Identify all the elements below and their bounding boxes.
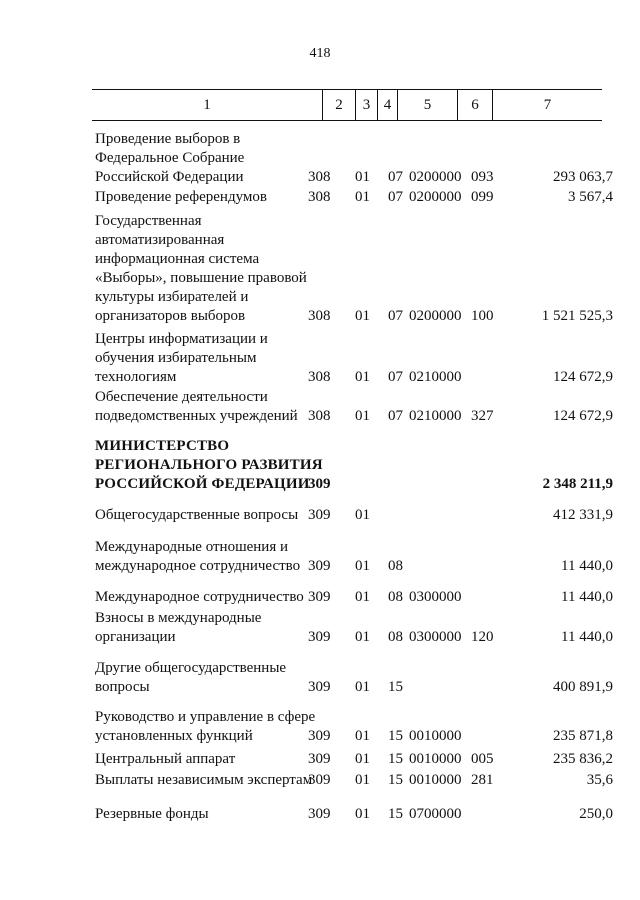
row-c7: 1 521 525,3 bbox=[541, 308, 613, 324]
row-c6: 281 bbox=[471, 772, 494, 788]
row-c3: 01 bbox=[355, 629, 370, 645]
row-name bbox=[95, 750, 320, 769]
row-name-line: Обеспечение деятельности bbox=[95, 389, 268, 405]
row-name-line: организации bbox=[95, 629, 176, 645]
header-col-5: 5 bbox=[397, 90, 457, 120]
row-c7: 3 567,4 bbox=[568, 189, 613, 205]
row-c3: 01 bbox=[355, 308, 370, 324]
row-name bbox=[95, 771, 320, 790]
row-name-line: Руководство и управление в сфере bbox=[95, 709, 316, 725]
row-c2: 308 bbox=[308, 169, 331, 185]
row-c7: 250,0 bbox=[579, 806, 613, 822]
row-name-line: Резервные фонды bbox=[95, 806, 209, 822]
row-name bbox=[95, 188, 320, 207]
row-name-line: Центры информатизации и bbox=[95, 331, 268, 347]
row-c4: 07 bbox=[388, 369, 403, 385]
page-number: 418 bbox=[309, 46, 331, 61]
row-name-line: информационная система bbox=[95, 251, 260, 267]
row-c2: 309 bbox=[308, 558, 331, 574]
row-c5: 0200000 bbox=[409, 169, 462, 185]
row-c4: 07 bbox=[388, 408, 403, 424]
row-c2: 308 bbox=[308, 408, 331, 424]
row-c7: 412 331,9 bbox=[553, 507, 613, 523]
row-c7: 2 348 211,9 bbox=[542, 476, 613, 492]
row-c2: 309 bbox=[308, 806, 331, 822]
row-name bbox=[95, 609, 320, 647]
row-c2: 308 bbox=[308, 308, 331, 324]
row-c3: 01 bbox=[355, 728, 370, 744]
header-col-4: 4 bbox=[377, 90, 397, 120]
row-c5: 0200000 bbox=[409, 308, 462, 324]
row-c7: 11 440,0 bbox=[561, 589, 613, 605]
row-name-line: РОССИЙСКОЙ ФЕДЕРАЦИИ bbox=[95, 476, 310, 492]
row-c4: 15 bbox=[388, 806, 403, 822]
row-c3: 01 bbox=[355, 772, 370, 788]
row-name-line: Выплаты независимым экспертам bbox=[95, 772, 313, 788]
row-c7: 235 836,2 bbox=[553, 751, 613, 767]
row-name bbox=[95, 805, 320, 824]
row-name bbox=[95, 388, 320, 426]
row-c7: 11 440,0 bbox=[561, 558, 613, 574]
row-name bbox=[95, 437, 323, 494]
row-c3: 01 bbox=[355, 169, 370, 185]
row-name-line: международное сотрудничество bbox=[95, 558, 301, 574]
row-c4: 08 bbox=[388, 558, 403, 574]
row-name bbox=[95, 506, 320, 525]
row-name bbox=[95, 659, 320, 697]
row-c7: 35,6 bbox=[586, 772, 613, 788]
row-c2: 308 bbox=[308, 369, 331, 385]
row-c4: 15 bbox=[388, 772, 403, 788]
row-name-line: Федеральное Собрание bbox=[95, 150, 245, 166]
row-name-line: РЕГИОНАЛЬНОГО РАЗВИТИЯ bbox=[95, 457, 323, 473]
row-name-line: Международные отношения и bbox=[95, 539, 289, 555]
row-c5: 0010000 bbox=[409, 751, 462, 767]
row-c4: 07 bbox=[388, 169, 403, 185]
row-name bbox=[95, 330, 320, 387]
row-name-line: Взносы в международные bbox=[95, 610, 262, 626]
row-c3: 01 bbox=[355, 679, 370, 695]
row-name-line: Проведение выборов в bbox=[95, 131, 241, 147]
row-c6: 005 bbox=[471, 751, 494, 767]
row-c5: 0700000 bbox=[409, 806, 462, 822]
row-c5: 0300000 bbox=[409, 629, 462, 645]
row-c2: 309 bbox=[308, 476, 331, 492]
row-name-line: Российской Федерации bbox=[95, 169, 244, 185]
row-name bbox=[95, 588, 320, 607]
row-name-line: Проведение референдумов bbox=[95, 189, 267, 205]
row-c5: 0200000 bbox=[409, 189, 462, 205]
row-name bbox=[95, 538, 320, 576]
row-c3: 01 bbox=[355, 558, 370, 574]
row-c4: 07 bbox=[388, 308, 403, 324]
row-c4: 07 bbox=[388, 189, 403, 205]
row-c2: 309 bbox=[308, 728, 331, 744]
row-c2: 309 bbox=[308, 679, 331, 695]
header-col-2: 2 bbox=[322, 90, 355, 120]
row-c6: 120 bbox=[471, 629, 494, 645]
row-c5: 0210000 bbox=[409, 408, 462, 424]
row-c3: 01 bbox=[355, 507, 370, 523]
row-c5: 0010000 bbox=[409, 728, 462, 744]
header-col-1: 1 bbox=[203, 97, 211, 113]
row-c4: 15 bbox=[388, 679, 403, 695]
row-c2: 309 bbox=[308, 751, 331, 767]
row-c2: 309 bbox=[308, 772, 331, 788]
row-c7: 235 871,8 bbox=[553, 728, 613, 744]
row-c4: 08 bbox=[388, 629, 403, 645]
row-c6: 099 bbox=[471, 189, 494, 205]
row-c4: 15 bbox=[388, 728, 403, 744]
table-header bbox=[92, 89, 602, 121]
row-c3: 01 bbox=[355, 369, 370, 385]
row-c5: 0300000 bbox=[409, 589, 462, 605]
row-name bbox=[95, 212, 320, 326]
header-col-6: 6 bbox=[457, 90, 492, 120]
row-c3: 01 bbox=[355, 751, 370, 767]
row-c4: 08 bbox=[388, 589, 403, 605]
row-name-line: организаторов выборов bbox=[95, 308, 246, 324]
row-name-line: «Выборы», повышение правовой bbox=[95, 270, 307, 286]
row-name-line: установленных функций bbox=[95, 728, 253, 744]
row-name bbox=[95, 130, 320, 187]
row-c3: 01 bbox=[355, 189, 370, 205]
row-name-line: МИНИСТЕРСТВО bbox=[95, 438, 230, 454]
row-name-line: Другие общегосударственные bbox=[95, 660, 287, 676]
row-c7: 293 063,7 bbox=[553, 169, 613, 185]
row-c5: 0010000 bbox=[409, 772, 462, 788]
row-c2: 308 bbox=[308, 189, 331, 205]
row-c2: 309 bbox=[308, 507, 331, 523]
row-c7: 11 440,0 bbox=[561, 629, 613, 645]
row-c3: 01 bbox=[355, 806, 370, 822]
header-col-7: 7 bbox=[492, 90, 602, 120]
row-name-line: Общегосударственные вопросы bbox=[95, 507, 299, 523]
row-c6: 100 bbox=[471, 308, 494, 324]
row-name-line: обучения избирательным bbox=[95, 350, 257, 366]
row-c7: 400 891,9 bbox=[553, 679, 613, 695]
row-c6: 327 bbox=[471, 408, 494, 424]
row-c7: 124 672,9 bbox=[553, 408, 613, 424]
row-c3: 01 bbox=[355, 408, 370, 424]
row-c2: 309 bbox=[308, 589, 331, 605]
row-c2: 309 bbox=[308, 629, 331, 645]
row-name bbox=[95, 708, 320, 746]
row-c3: 01 bbox=[355, 589, 370, 605]
row-name-line: Международное сотрудничество bbox=[95, 589, 304, 605]
row-c6: 093 bbox=[471, 169, 494, 185]
header-col-3: 3 bbox=[355, 90, 377, 120]
row-c4: 15 bbox=[388, 751, 403, 767]
row-name-line: подведомственных учреждений bbox=[95, 408, 298, 424]
row-name-line: Центральный аппарат bbox=[95, 751, 236, 767]
row-c7: 124 672,9 bbox=[553, 369, 613, 385]
row-name-line: автоматизированная bbox=[95, 232, 225, 248]
row-name-line: культуры избирателей и bbox=[95, 289, 249, 305]
row-name-line: вопросы bbox=[95, 679, 150, 695]
row-c5: 0210000 bbox=[409, 369, 462, 385]
row-name-line: Государственная bbox=[95, 213, 202, 229]
row-name-line: технологиям bbox=[95, 369, 177, 385]
